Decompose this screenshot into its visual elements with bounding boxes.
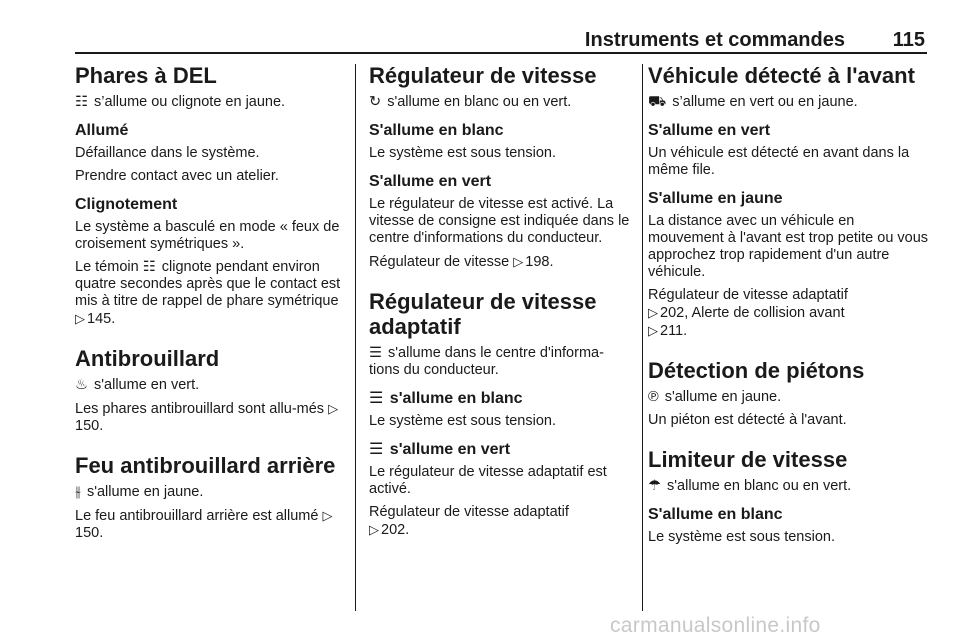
page-ref-icon: ▷ (328, 401, 339, 416)
rear-fog-light-icon: ⫳ (75, 484, 81, 500)
page-ref-icon: ▷ (648, 323, 658, 338)
header-title: Instruments et commandes (584, 29, 845, 51)
paragraph: Un piéton est détecté à l'avant. (648, 412, 847, 428)
led-headlight-icon: ☷ (75, 94, 88, 110)
subheading: S'allume en vert (369, 173, 492, 190)
column-divider (642, 64, 643, 611)
column-1 (75, 63, 343, 548)
speed-limiter-icon: ☂ (648, 478, 661, 494)
front-fog-light-icon: ♨ (75, 377, 88, 393)
page-header (75, 26, 927, 54)
section-title: Véhicule détecté à l'avant (648, 63, 915, 88)
paragraph: La distance avec un véhicule en mouvement à l'avant est trop petite ou vous approchez trop rapidement d'un autre véhicule. (648, 213, 929, 280)
paragraph: ☂ s'allume en blanc ou en vert. (648, 478, 852, 494)
paragraph: Régulateur de vitesse adaptatif ▷ 202, Alerte de collision avant ▷ 211. (648, 287, 848, 339)
section-title: Limiteur de vitesse (648, 447, 848, 472)
cruise-control-icon: ↻ (369, 94, 382, 110)
page-ref[interactable]: 150. (75, 418, 104, 434)
subheading: ☰ s'allume en vert (369, 441, 511, 458)
paragraph: Le système est sous tension. (648, 529, 835, 545)
page-ref[interactable]: 150. (75, 525, 104, 541)
page-number: 115 (892, 29, 925, 51)
page-ref-icon: ▷ (75, 311, 85, 326)
page-ref[interactable]: 202, Alerte de collision avant (660, 305, 845, 321)
paragraph: ☰ s'allume dans le centre d'informa-tions du conducteur. (369, 345, 604, 378)
paragraph: ☷ s’allume ou clignote en jaune. (75, 94, 286, 110)
paragraph: Les phares antibrouillard sont allu-més ▷150. (75, 401, 339, 434)
page-ref-icon: ▷ (513, 254, 524, 269)
paragraph: Régulateur de vitesse ▷ 198. (369, 254, 554, 270)
column-2 (369, 63, 633, 545)
page-ref-icon: ▷ (369, 522, 379, 537)
column-3 (648, 63, 930, 552)
watermark: carmanualsonline.info (610, 614, 821, 637)
paragraph: ℗ s'allume en jaune. (648, 389, 782, 405)
section-title: Antibrouillard (75, 346, 220, 371)
section-title: Régulateur de vitesse adaptatif (369, 289, 597, 339)
subheading: S'allume en jaune (648, 190, 783, 207)
adaptive-cruise-icon: ☰ (369, 345, 382, 361)
adaptive-cruise-icon: ☰ (369, 390, 384, 407)
section-title: Feu antibrouillard arrière (75, 453, 336, 478)
paragraph: Le régulateur de vitesse adaptatif est activé. (369, 464, 607, 497)
page-ref[interactable]: 198. (525, 254, 554, 270)
vehicle-ahead-icon: ⛟ (648, 94, 667, 110)
paragraph: Le feu antibrouillard arrière est allumé ▷150. (75, 508, 333, 541)
page-ref[interactable]: 145. (87, 311, 116, 327)
subheading: S'allume en blanc (648, 506, 783, 523)
paragraph: Prendre contact avec un atelier. (75, 168, 279, 184)
paragraph: ⫳ s'allume en jaune. (75, 484, 204, 500)
paragraph: ♨ s'allume en vert. (75, 377, 200, 393)
page-ref-icon: ▷ (322, 508, 333, 523)
paragraph: Le témoin ☷ clignote pendant environ quatre secondes après que le contact est mis à titre de rappel de phare symétrique ▷ 145. (75, 259, 341, 327)
subheading: S'allume en blanc (369, 122, 504, 139)
paragraph: ⛟ s’allume en vert ou en jaune. (648, 94, 858, 110)
page-ref[interactable]: 202. (381, 522, 410, 538)
column-divider (355, 64, 356, 611)
adaptive-cruise-icon: ☰ (369, 441, 384, 458)
paragraph: Le système a basculé en mode « feux de croisement symétriques ». (75, 219, 340, 252)
section-title: Phares à DEL (75, 63, 217, 88)
paragraph: Le système est sous tension. (369, 145, 556, 161)
section-title: Régulateur de vitesse (369, 63, 597, 88)
subheading: Clignotement (75, 196, 178, 213)
subheading: Allumé (75, 122, 129, 139)
subheading: ☰ s'allume en blanc (369, 390, 523, 407)
page-ref-icon: ▷ (648, 305, 658, 320)
paragraph: Le système est sous tension. (369, 413, 556, 429)
section-title: Détection de piétons (648, 358, 865, 383)
pedestrian-icon: ℗ (648, 389, 659, 405)
paragraph: Un véhicule est détecté en avant dans la même file. (648, 145, 910, 178)
paragraph: Défaillance dans le système. (75, 145, 260, 161)
subheading: S'allume en vert (648, 122, 771, 139)
paragraph: Le régulateur de vitesse est activé. La vitesse de consigne est indiquée dans le centre d'informations du conducteur. (369, 196, 630, 246)
led-headlight-icon: ☷ (142, 259, 156, 275)
page-ref[interactable]: 211. (660, 323, 688, 339)
paragraph: ↻ s'allume en blanc ou en vert. (369, 94, 572, 110)
paragraph: Régulateur de vitesse adaptatif ▷ 202. (369, 504, 569, 538)
